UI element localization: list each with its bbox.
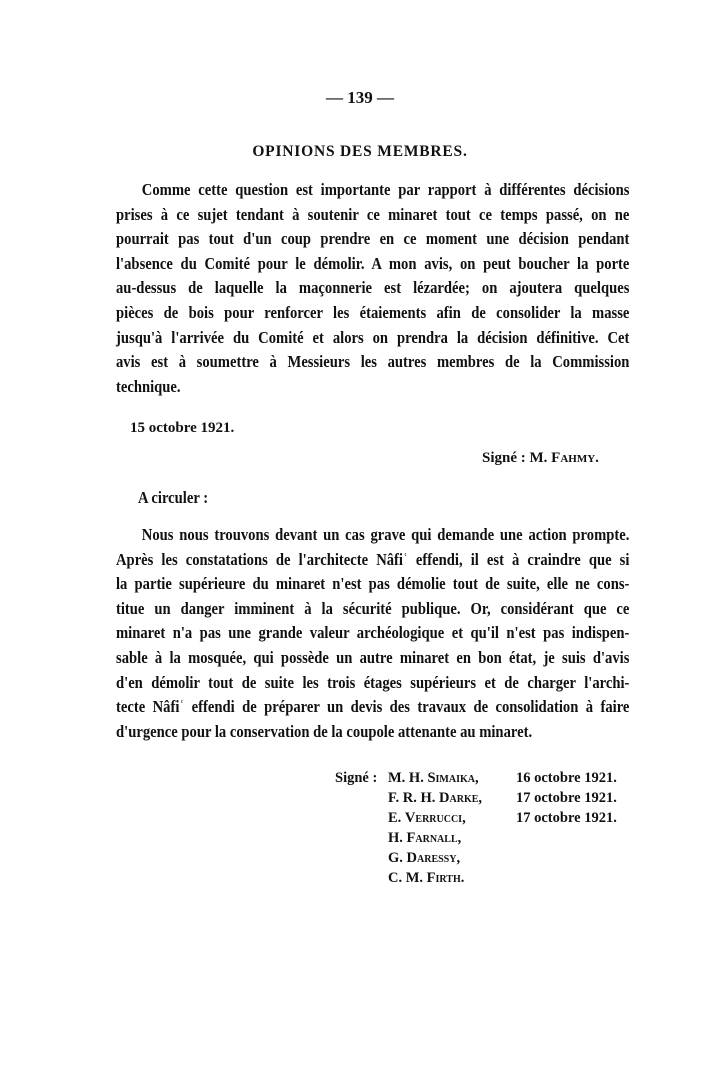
- signer-initials: M. H.: [388, 770, 428, 786]
- signature-date: 16 octobre 1921.: [516, 770, 617, 786]
- signature-block: [335, 768, 617, 888]
- text-line: Nous nous trouvons devant un cas grave qui demande une action prompte.: [141, 525, 630, 544]
- signature-prefix: Signé :: [335, 770, 378, 786]
- signer-surname: Simaika: [427, 770, 475, 786]
- text-line: pièces de bois pour renforcer les étaiements afin de consolider la masse: [116, 302, 630, 322]
- text-line: pourrait pas tout d'un coup prendre en ce moment une décision pendant: [116, 229, 630, 249]
- text-line: avis est à soumettre à Messieurs les autres membres de la Commission: [116, 352, 630, 372]
- text-line: minaret n'a pas une grande valeur archéologique et qu'il n'est pas indispen-: [116, 623, 630, 643]
- signature-prefix: Signé : M.: [482, 450, 552, 466]
- signature-row: [335, 848, 617, 868]
- signer-surname: Firth: [426, 870, 461, 886]
- text-line: titue un danger imminent à la sécurité publique. Or, considérant que ce: [116, 598, 630, 618]
- signer-surname: Daressy: [406, 850, 457, 866]
- text-line: l'absence du Comité pour le démolir. A mon avis, on peut boucher la porte: [116, 253, 630, 273]
- signer-initials: G.: [388, 850, 407, 866]
- paragraph-circular: [116, 523, 629, 744]
- signer-suffix: ,: [474, 770, 479, 786]
- signature-name: Fahmy: [551, 450, 596, 466]
- signer-suffix: ,: [457, 830, 462, 846]
- text-line: prises à ce sujet tendant à soutenir ce minaret tout ce temps passé, on ne: [116, 204, 630, 224]
- signer-surname: Verrucci: [404, 810, 463, 826]
- signer-initials: E.: [388, 810, 405, 826]
- text-line: au-dessus de laquelle la maçonnerie est lézardée; on ajoutera quelques: [116, 278, 630, 298]
- signature-row: [335, 808, 617, 828]
- text-line: d'urgence pour la conservation de la coupole attenante au minaret.: [116, 721, 533, 741]
- signature-date: 17 octobre 1921.: [516, 810, 617, 826]
- signer-initials: F. R. H.: [388, 790, 440, 806]
- signer-suffix: .: [460, 870, 465, 886]
- text-line: Après les constatations de l'architecte Nâfiʿ effendi, il est à craindre que si: [116, 549, 630, 569]
- signer-suffix: ,: [478, 790, 483, 806]
- text-line: d'en démolir tout de suite les trois étages supérieurs et de charger l'archi-: [116, 672, 630, 692]
- circulate-label: A circuler :: [138, 488, 209, 507]
- signer-suffix: ,: [456, 850, 461, 866]
- text-line: sable à la mosquée, qui possède un autre minaret en bon état, je suis d'avis: [116, 647, 630, 667]
- section-heading: OPINIONS DES MEMBRES.: [252, 143, 468, 160]
- paragraph-opinion: [116, 178, 629, 399]
- signature-row: [335, 868, 617, 888]
- signer-initials: H.: [388, 830, 407, 846]
- signature-row: [335, 828, 617, 848]
- signature-row: [335, 768, 617, 788]
- text-line: Comme cette question est importante par rapport à différentes décisions: [141, 180, 630, 199]
- text-line: jusqu'à l'arrivée du Comité et alors on prendra la décision définitive. Cet: [116, 327, 630, 347]
- signer-surname: Darke: [439, 790, 479, 806]
- signer-surname: Farnall: [406, 830, 458, 846]
- signer-suffix: ,: [462, 810, 466, 826]
- signature-row: [335, 788, 617, 808]
- signature-date: 17 octobre 1921.: [516, 790, 617, 806]
- signature-fahmy: [482, 450, 599, 467]
- signature-suffix: .: [595, 450, 599, 466]
- text-line: la partie supérieure du minaret n'est pas démolie tout de suite, elle ne cons-: [116, 574, 630, 594]
- signer-initials: C. M.: [388, 870, 427, 886]
- text-line: technique.: [116, 376, 181, 396]
- text-line: tecte Nâfiʿ effendi de préparer un devis des travaux de consolidation à faire: [116, 697, 630, 717]
- date-line: 15 octobre 1921.: [130, 420, 235, 436]
- page-number: — 139 —: [326, 88, 394, 107]
